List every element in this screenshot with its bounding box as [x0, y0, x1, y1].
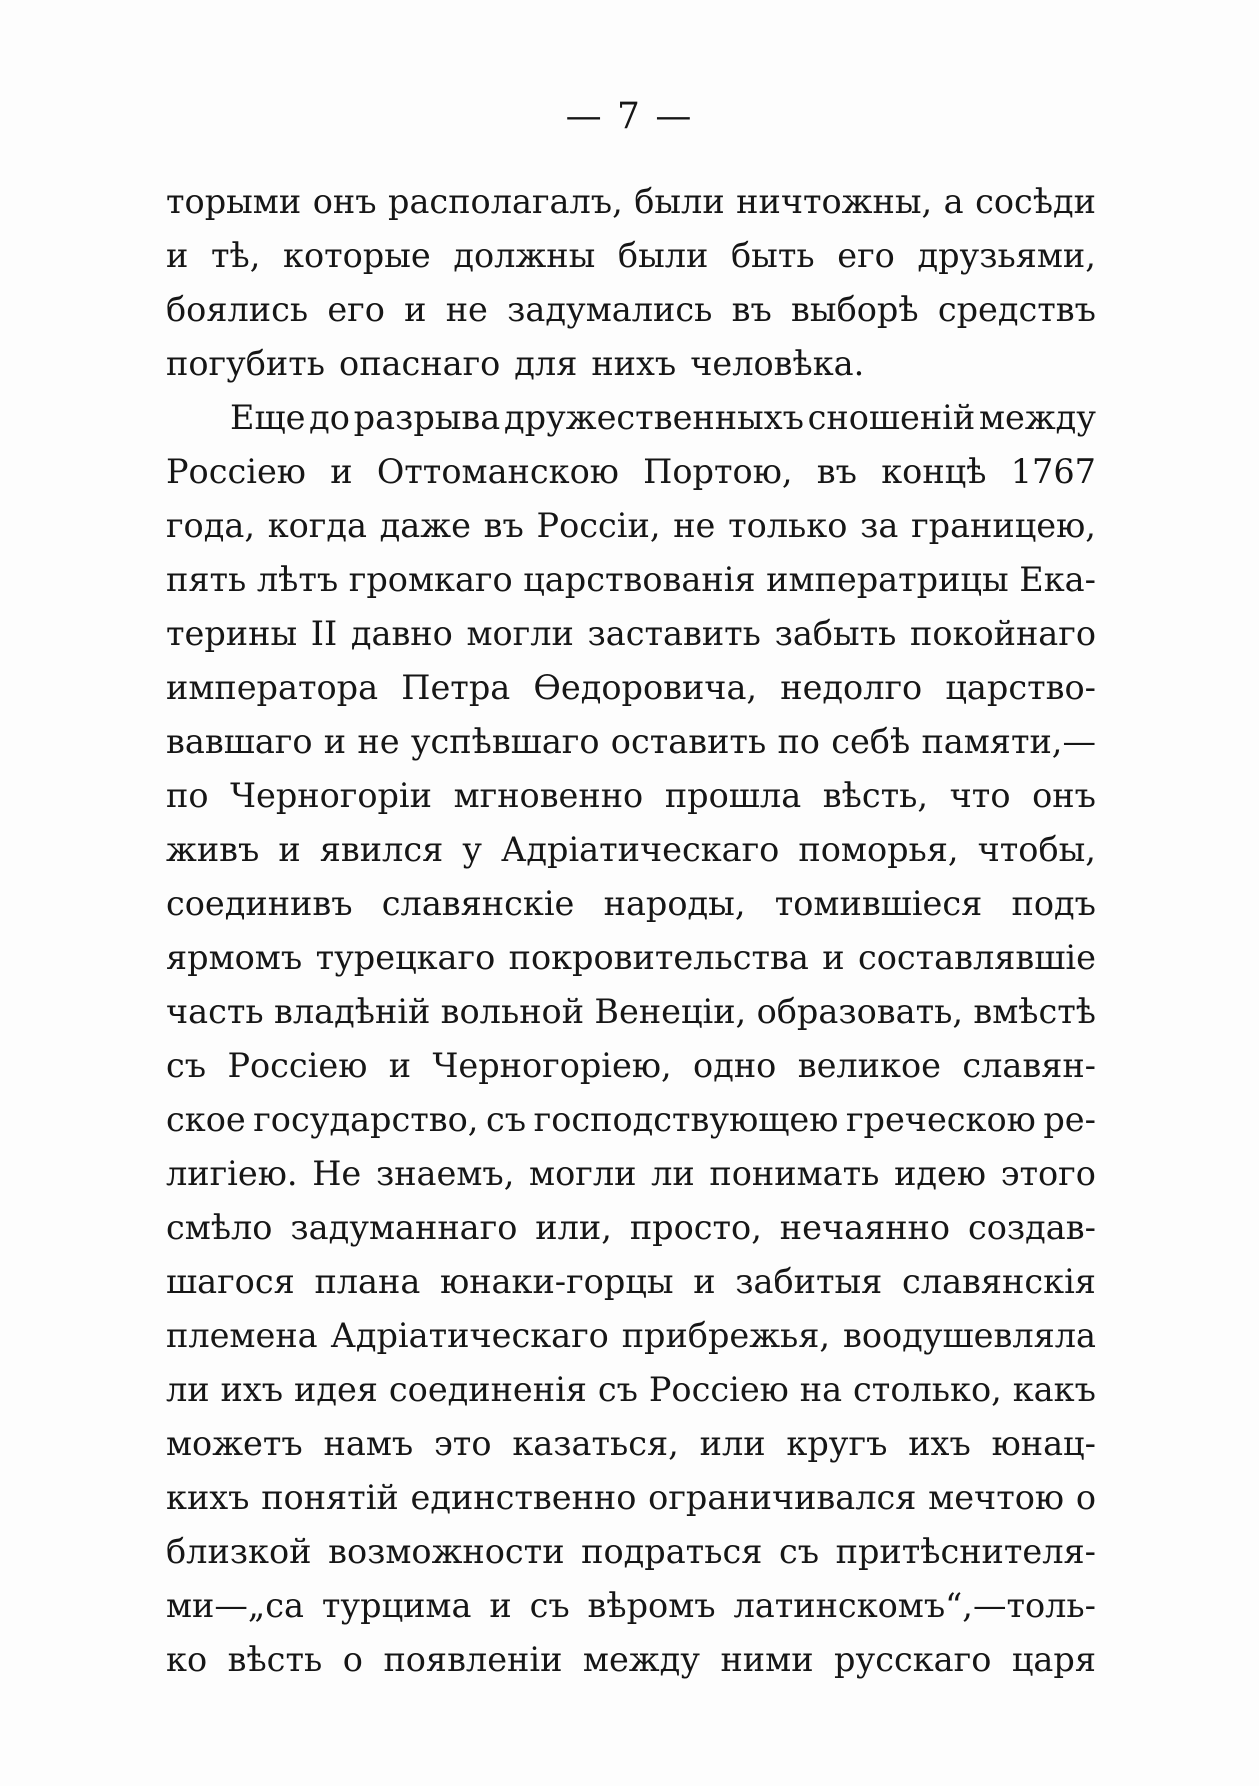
word: друзьями,: [917, 236, 1096, 275]
word: съ: [486, 1100, 527, 1139]
word: успѣвшаго: [410, 722, 600, 761]
word: средствъ: [937, 290, 1096, 329]
word: были: [617, 236, 709, 275]
text-line: [166, 1579, 1096, 1633]
word: и: [822, 938, 845, 977]
word: когда: [267, 506, 367, 545]
word: оставить: [610, 722, 767, 761]
word: царя: [1011, 1640, 1096, 1679]
word: не: [673, 506, 716, 545]
word: царствованія: [523, 560, 756, 599]
word: подраться: [581, 1532, 763, 1571]
word: и: [693, 1262, 716, 1301]
text-line: [166, 769, 1096, 823]
word: и: [278, 830, 301, 869]
word: вольной: [440, 992, 585, 1031]
word: громкаго: [348, 560, 513, 599]
word: даже: [379, 506, 471, 545]
word: императора: [166, 668, 379, 707]
word: царство-: [945, 668, 1096, 707]
text-line: [166, 1093, 1096, 1147]
body-text: [166, 175, 1096, 1687]
word: 1767: [1010, 452, 1096, 491]
word: быть: [731, 236, 815, 275]
word: государство,: [253, 1100, 479, 1139]
text-line: [166, 1201, 1096, 1255]
word: Оттоманскою: [376, 452, 619, 491]
text-line: [166, 1633, 1096, 1687]
word: Петра: [401, 668, 511, 707]
word: не: [445, 290, 488, 329]
word: располагалъ,: [388, 182, 623, 221]
word: въ: [483, 506, 524, 545]
word: столько,: [853, 1370, 1002, 1409]
word: и: [323, 722, 347, 761]
word: Россіею: [227, 1046, 368, 1085]
word: въ: [731, 290, 772, 329]
word: его: [837, 236, 895, 275]
word: подъ: [1011, 884, 1096, 923]
word: покровительства: [508, 938, 809, 977]
word: онъ: [1032, 776, 1096, 815]
word: сношеній: [807, 398, 976, 437]
word: русскаго: [834, 1640, 992, 1679]
word: или,: [535, 1208, 612, 1247]
word: Ека-: [1019, 560, 1096, 599]
word: концѣ: [881, 452, 987, 491]
word: и: [166, 236, 189, 275]
word: дружественныхъ: [503, 398, 804, 437]
word: этого: [1000, 1154, 1096, 1193]
word: а: [943, 182, 964, 221]
word: племена: [166, 1316, 318, 1355]
word: забыть: [774, 614, 897, 653]
word: вмѣстѣ: [973, 992, 1096, 1031]
text-line: [166, 877, 1096, 931]
word: года,: [166, 506, 255, 545]
word: выборѣ: [791, 290, 919, 329]
word: это: [434, 1424, 492, 1463]
word: съ: [597, 1370, 638, 1409]
word: турецкаго: [315, 938, 496, 977]
word: ихъ: [220, 1370, 284, 1409]
word: славян-: [962, 1046, 1096, 1085]
word: опаснаго: [339, 344, 501, 383]
text-line: [166, 391, 1096, 445]
text-line: [166, 607, 1096, 661]
text-line: [166, 1471, 1096, 1525]
word: нечаянно: [779, 1208, 951, 1247]
word: по: [777, 722, 820, 761]
word: единственно: [410, 1478, 637, 1517]
word: понимать: [709, 1154, 880, 1193]
word: Венеціи,: [594, 992, 747, 1031]
word: задумались: [507, 290, 713, 329]
word: Ѳедоровича,: [533, 668, 758, 707]
word: на: [799, 1370, 843, 1409]
word: появленіи: [383, 1640, 563, 1679]
word: господствующею: [533, 1100, 839, 1139]
word: погубить: [166, 344, 326, 383]
word: томившіеся: [774, 884, 983, 923]
word: знаемъ,: [375, 1154, 515, 1193]
word: покойнаго: [910, 614, 1096, 653]
word: смѣло: [166, 1208, 273, 1247]
word: разрыва: [353, 398, 501, 437]
word: для: [514, 344, 578, 383]
word: мгновенно: [453, 776, 644, 815]
word: онъ: [312, 182, 377, 221]
word: которые: [283, 236, 431, 275]
word: соединивъ: [166, 884, 353, 923]
word: должны: [453, 236, 596, 275]
word: были: [634, 182, 725, 221]
word: до: [309, 398, 350, 437]
word: въ: [816, 452, 857, 491]
word: создав-: [967, 1208, 1096, 1247]
text-line: [166, 661, 1096, 715]
word: Россіею: [166, 452, 306, 491]
word: что: [949, 776, 1011, 815]
word: и: [404, 290, 427, 329]
word: прошла: [664, 776, 802, 815]
word: славянскіе: [381, 884, 575, 923]
word: плана: [314, 1262, 421, 1301]
word: Черногоріи: [230, 776, 432, 815]
word: намъ: [323, 1424, 414, 1463]
word: задуманнаго: [290, 1208, 518, 1247]
paragraph-1: [166, 175, 1096, 391]
word: заставить: [587, 614, 761, 653]
word: тѣ,: [210, 236, 261, 275]
word: терины: [166, 614, 298, 653]
word: сосѣди: [975, 182, 1096, 221]
word: себѣ: [831, 722, 911, 761]
word: соединенія: [388, 1370, 587, 1409]
word: человѣка.: [690, 344, 865, 383]
word: ярмомъ: [166, 938, 303, 977]
text-line: [166, 1417, 1096, 1471]
word: съ: [166, 1046, 207, 1085]
text-line: [166, 499, 1096, 553]
word: и: [489, 1586, 512, 1625]
word: казаться,: [512, 1424, 679, 1463]
word: юнац-: [991, 1424, 1096, 1463]
word: его: [327, 290, 385, 329]
word: часть: [166, 992, 264, 1031]
word: вѣсть: [227, 1640, 323, 1679]
word: юнаки-горцы: [440, 1262, 674, 1301]
text-line: [166, 283, 1096, 337]
word: поморья,: [798, 830, 959, 869]
word: между: [978, 398, 1096, 437]
word: славянскія: [902, 1262, 1096, 1301]
word: пять: [166, 560, 247, 599]
text-line: [166, 1147, 1096, 1201]
word: близкой: [166, 1532, 312, 1571]
word: о: [342, 1640, 363, 1679]
word: притѣснителя-: [835, 1532, 1096, 1571]
word: торыми: [166, 182, 302, 221]
word: императрицы: [766, 560, 1009, 599]
word: народы,: [603, 884, 746, 923]
word: границею,: [911, 506, 1096, 545]
text-line: [166, 715, 1096, 769]
word: понятій: [261, 1478, 399, 1517]
text-line: [166, 229, 1096, 283]
word: ское: [166, 1100, 246, 1139]
paragraph-2: [166, 391, 1096, 1687]
text-line: [166, 175, 1096, 229]
word: за: [860, 506, 899, 545]
word: недолго: [780, 668, 923, 707]
word: Россіи,: [536, 506, 661, 545]
word: забитыя: [735, 1262, 883, 1301]
word: живъ: [166, 830, 260, 869]
word: ре-: [1043, 1100, 1096, 1139]
word: кихъ: [166, 1478, 250, 1517]
word: съ: [778, 1532, 820, 1571]
word: какъ: [1012, 1370, 1096, 1409]
word: можетъ: [166, 1424, 303, 1463]
word: съ: [529, 1586, 570, 1625]
word: боялись: [166, 290, 309, 329]
word: могли: [529, 1154, 637, 1193]
word: между: [582, 1640, 700, 1679]
word: просто,: [629, 1208, 762, 1247]
text-line: [166, 553, 1096, 607]
word: могли: [466, 614, 574, 653]
word: давно: [350, 614, 453, 653]
word: лигіею.: [166, 1154, 298, 1193]
word: Черногоріею,: [432, 1046, 672, 1085]
word: ничтожны,: [736, 182, 933, 221]
page-number: — 7 —: [565, 96, 694, 137]
word: Адріатическаго: [501, 830, 780, 869]
word: ко: [166, 1640, 208, 1679]
word: нихъ: [591, 344, 677, 383]
word: кругъ: [786, 1424, 888, 1463]
text-line: [166, 823, 1096, 877]
text-line: [166, 1255, 1096, 1309]
word: образовать,: [756, 992, 964, 1031]
word: идея: [294, 1370, 378, 1409]
text-line: [166, 337, 1096, 391]
word: или: [699, 1424, 766, 1463]
word: вѣсть,: [822, 776, 929, 815]
word: греческою: [845, 1100, 1036, 1139]
word: лѣтъ: [256, 560, 339, 599]
word: и: [388, 1046, 412, 1085]
text-line: [166, 1525, 1096, 1579]
word: мечтою: [928, 1478, 1065, 1517]
word: ми—„са: [166, 1586, 304, 1625]
text-line: [166, 1309, 1096, 1363]
word: памяти,—: [921, 722, 1096, 761]
word: Портою,: [643, 452, 793, 491]
text-line: [166, 1363, 1096, 1417]
word: ними: [720, 1640, 814, 1679]
word: прибрежья,: [621, 1316, 831, 1355]
word: и: [330, 452, 353, 491]
word: воодушевляла: [842, 1316, 1096, 1355]
word: великое: [797, 1046, 941, 1085]
word: не: [357, 722, 400, 761]
text-line: [166, 445, 1096, 499]
word: Еще: [230, 398, 306, 437]
word: ограничивался: [648, 1478, 917, 1517]
word: о: [1075, 1478, 1096, 1517]
word: ли: [166, 1370, 210, 1409]
word: ихъ: [908, 1424, 971, 1463]
word: вавшаго: [166, 722, 313, 761]
word: Не: [312, 1154, 362, 1193]
word: по: [166, 776, 209, 815]
word: чтобы,: [977, 830, 1096, 869]
word: турцима: [321, 1586, 472, 1625]
word: Адріатическаго: [330, 1316, 609, 1355]
word: одно: [693, 1046, 777, 1085]
word: шагося: [166, 1262, 295, 1301]
word: идею: [894, 1154, 987, 1193]
word: составлявшіе: [857, 938, 1096, 977]
text-line: [166, 1039, 1096, 1093]
word: II: [310, 614, 338, 653]
word: у: [462, 830, 482, 869]
word: явился: [319, 830, 444, 869]
word: только: [728, 506, 848, 545]
word: владѣній: [274, 992, 431, 1031]
word: латинскомъ“,—толь-: [733, 1586, 1096, 1625]
word: Россіею: [648, 1370, 789, 1409]
word: возможности: [328, 1532, 565, 1571]
word: ли: [651, 1154, 695, 1193]
text-line: [166, 985, 1096, 1039]
word: вѣромъ: [587, 1586, 716, 1625]
text-line: [166, 931, 1096, 985]
